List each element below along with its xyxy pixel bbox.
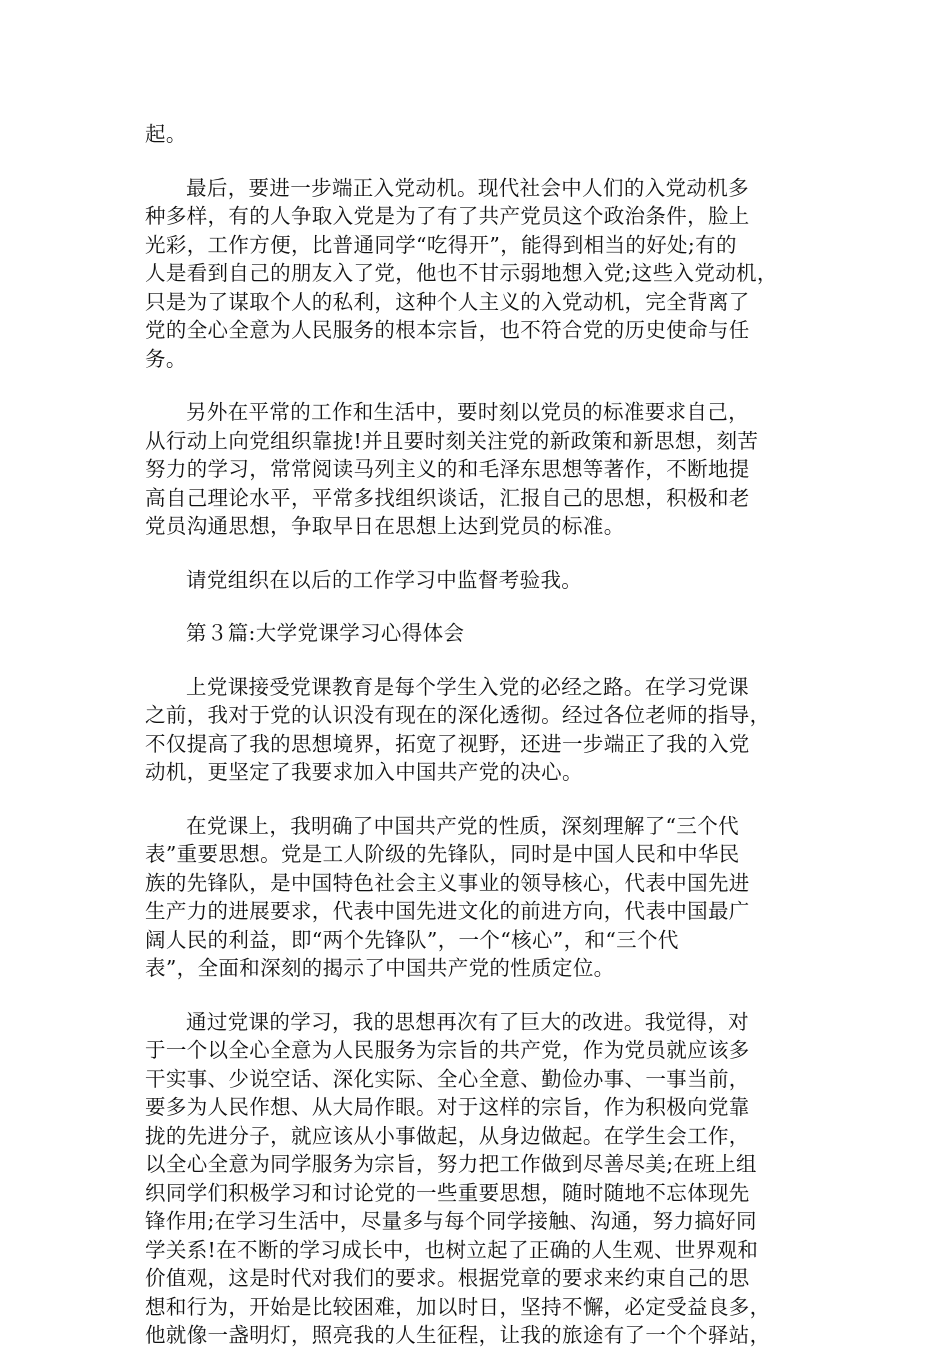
text-line: 努力的学习，常常阅读马列主义的和毛泽东思想等著作，不断地提 <box>145 457 750 481</box>
text-line: 价值观，这是时代对我们的要求。根据党章的要求来约束自己的思 <box>145 1266 750 1290</box>
text-line: 动机，更坚定了我要求加入中国共产党的决心。 <box>145 760 583 784</box>
text-line: 他就像一盏明灯，照亮我的人生征程，让我的旅途有了一个个驿站， <box>145 1323 771 1347</box>
paragraph-motivation <box>145 174 810 374</box>
text-line: 不仅提高了我的思想境界，拓宽了视野，还进一步端正了我的入党 <box>145 731 750 756</box>
text-line: 表”重要思想。党是工人阶级的先锋队，同时是中国人民和中华民 <box>145 842 740 866</box>
text-line: 务。 <box>145 346 187 371</box>
text-line: 干实事、少说空话、深化实际、全心全意、勤俭办事、一事当前， <box>145 1066 750 1091</box>
text-line: 之前，我对于党的认识没有现在的深化透彻。经过各位老师的指导， <box>145 703 771 727</box>
text-line: 族的先锋队，是中国特色社会主义事业的领导核心，代表中国先进 <box>145 870 750 895</box>
text-line: 最后，要进一步端正入党动机。现代社会中人们的入党动机多 <box>186 175 749 200</box>
text-line: 通过党课的学习，我的思想再次有了巨大的改进。我觉得，对 <box>186 1009 749 1034</box>
text-line: 光彩，工作方便，比普通同学“吃得开”，能得到相当的好处;有的 <box>145 232 737 257</box>
section-heading <box>145 619 810 648</box>
text-line: 表”，全面和深刻的揭示了中国共产党的性质定位。 <box>145 956 615 980</box>
paragraph-request <box>145 566 810 595</box>
text-line: 党的全心全意为人民服务的根本宗旨，也不符合党的历史使命与任 <box>145 318 750 342</box>
text-line: 在党课上，我明确了中国共产党的性质，深刻理解了“三个代 <box>186 813 739 838</box>
text-line: 要多为人民作想、从大局作眼。对于这样的宗旨，作为积极向党靠 <box>145 1095 750 1119</box>
text-line: 请党组织在以后的工作学习中监督考验我。 <box>186 567 583 592</box>
text-line: 锋作用;在学习生活中，尽量多与每个同学接触、沟通，努力搞好同 <box>145 1209 757 1233</box>
text-line: 只是为了谋取个人的私利，这种个人主义的入党动机，完全背离了 <box>145 289 750 314</box>
text-line: 以全心全意为同学服务为宗旨，努力把工作做到尽善尽美;在班上组 <box>145 1152 757 1176</box>
paragraph-daily-conduct <box>145 398 810 541</box>
text-line: 种多样，有的人争取入党是为了有了共产党员这个政治条件，脸上 <box>145 204 750 228</box>
text-line: 从行动上向党组织靠拢!并且要时刻关注党的新政策和新思想，刻苦 <box>145 428 759 453</box>
text-line: 另外在平常的工作和生活中，要时刻以党员的标准要求自己， <box>186 400 749 424</box>
paragraph-continuation <box>145 120 810 149</box>
text-line: 党员沟通思想，争取早日在思想上达到党员的标准。 <box>145 514 625 538</box>
paragraph-improvement <box>145 1008 810 1350</box>
paragraph-party-class <box>145 673 810 787</box>
text-line: 上党课接受党课教育是每个学生入党的必经之路。在学习党课 <box>186 674 749 699</box>
text-line: 拢的先进分子，就应该从小事做起，从身边做起。在学生会工作， <box>145 1123 750 1148</box>
text-line: 学关系!在不断的学习成长中，也树立起了正确的人生观、世界观和 <box>145 1237 759 1262</box>
paragraph-party-nature <box>145 812 810 983</box>
text-line: 起。 <box>145 122 187 146</box>
text-line: 阔人民的利益，即“两个先锋队”，一个“核心”，和“三个代 <box>145 927 679 952</box>
text-line: 高自己理论水平，平常多找组织谈话，汇报自己的思想，积极和老 <box>145 485 750 510</box>
text-line: 生产力的进展要求，代表中国先进文化的前进方向，代表中国最广 <box>145 899 750 923</box>
text-line: 织同学们积极学习和讨论党的一些重要思想，随时随地不忘体现先 <box>145 1180 750 1205</box>
text-line: 人是看到自己的朋友入了党，他也不甘示弱地想入党;这些入党动机， <box>145 261 778 285</box>
text-line: 于一个以全心全意为人民服务为宗旨的共产党，作为党员就应该多 <box>145 1038 750 1062</box>
section-title: 第３篇:大学党课学习心得体会 <box>186 621 465 645</box>
text-line: 想和行为，开始是比较困难，加以时日，坚持不懈，必定受益良多， <box>145 1294 771 1319</box>
document-page <box>145 120 810 1350</box>
